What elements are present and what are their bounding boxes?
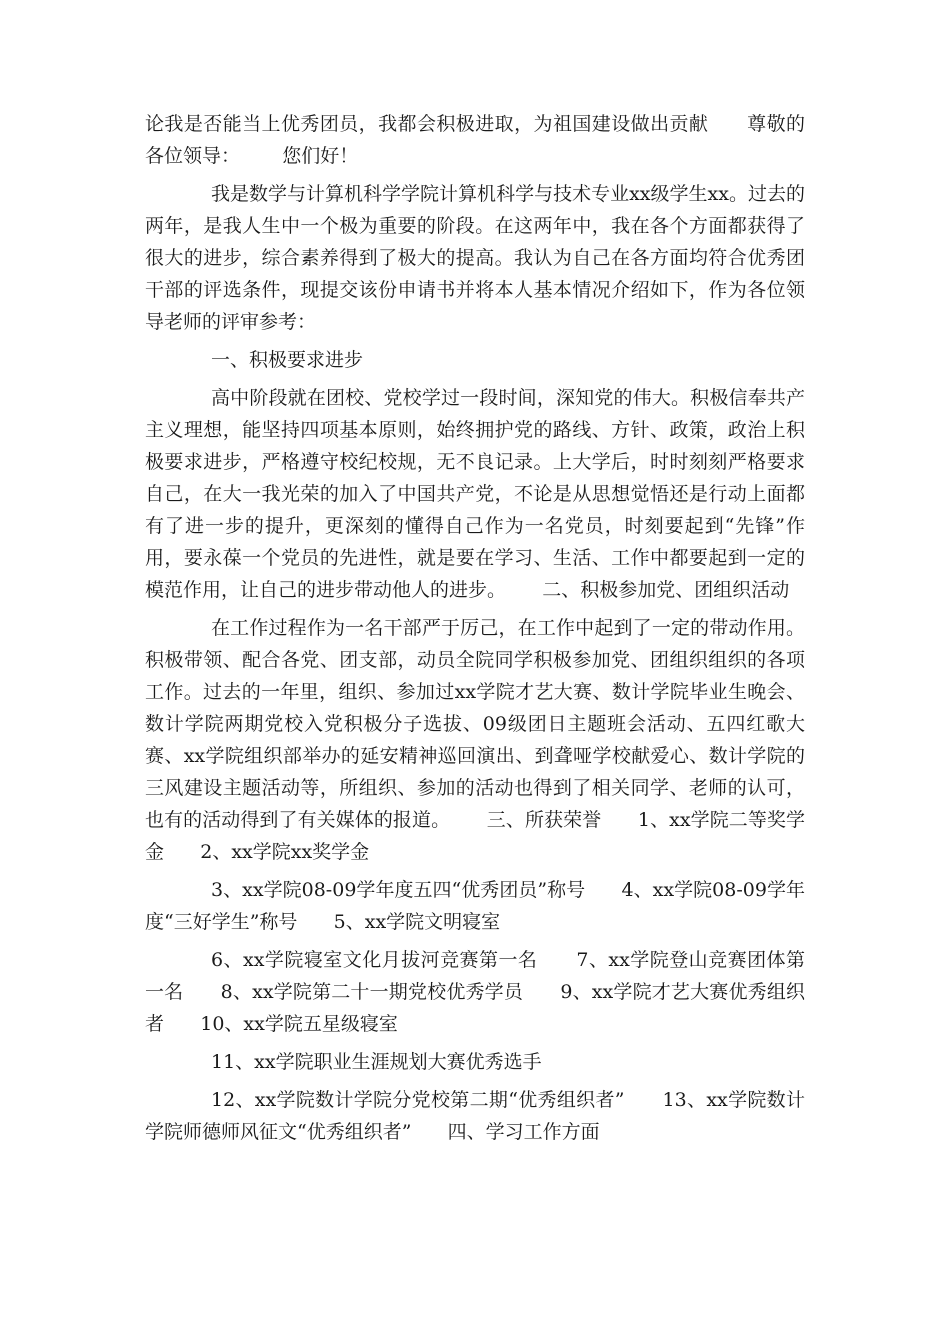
- honors-line-4: 12、xx学院数计学院分党校第二期“优秀组织者” 13、xx学院数计学院师德师风征文“优秀组织者” 四、学习工作方面: [145, 1089, 805, 1143]
- section-heading-1: 一、积极要求进步: [211, 349, 364, 371]
- honors-line-1: 3、xx学院08-09学年度五四“优秀团员”称号 4、xx学院08-09学年度“三好学生”称号 5、xx学院文明寝室: [145, 879, 805, 933]
- paragraph-2: 我是数学与计算机科学学院计算机科学与技术专业xx级学生xx。过去的两年，是我人生中一个极为重要的阶段。在这两年中，我在各个方面都获得了很大的进步，综合素养得到了极大的提高。我认为自己在各方面均符合优秀团干部的评选条件，现提交该份申请书并将本人基本情况介绍如下，作为各位领导老师的评审参考：: [145, 183, 805, 333]
- honors-line-2: 6、xx学院寝室文化月拔河竞赛第一名 7、xx学院登山竞赛团体第一名 8、xx学院第二十一期党校优秀学员 9、xx学院才艺大赛优秀组织者 10、xx学院五星级寝室: [145, 949, 805, 1035]
- paragraph-4: 在工作过程作为一名干部严于厉己，在工作中起到了一定的带动作用。积极带领、配合各党、团支部，动员全院同学积极参加党、团组织组织的各项工作。过去的一年里，组织、参加过xx学院才艺大赛、数计学院毕业生晚会、数计学院两期党校入党积极分子选拔、09级团日主题班会活动、五四红歌大赛、xx学院组织部举办的延安精神巡回演出、到聋哑学校献爱心、数计学院的三风建设主题活动等，所组织、参加的活动也得到了相关同学、老师的认可，也有的活动得到了有关媒体的报道。 三、所获荣誉 1、xx学院二等奖学金 2、xx学院xx奖学金: [145, 617, 805, 863]
- document-page: [145, 108, 805, 1154]
- honors-line-3: 11、xx学院职业生涯规划大赛优秀选手: [211, 1051, 542, 1073]
- paragraph-1: 论我是否能当上优秀团员，我都会积极进取，为祖国建设做出贡献 尊敬的各位领导： 您们好！: [145, 113, 805, 167]
- paragraph-3: 高中阶段就在团校、党校学过一段时间，深知党的伟大。积极信奉共产主义理想，能坚持四项基本原则，始终拥护党的路线、方针、政策，政治上积极要求进步，严格遵守校纪校规，无不良记录。上大学后，时时刻刻严格要求自己，在大一我光荣的加入了中国共产党，不论是从思想觉悟还是行动上面都有了进一步的提升，更深刻的懂得自己作为一名党员，时刻要起到“先锋”作用，要永葆一个党员的先进性，就是要在学习、生活、工作中都要起到一定的模范作用，让自己的进步带动他人的进步。 二、积极参加党、团组织活动: [145, 387, 805, 601]
